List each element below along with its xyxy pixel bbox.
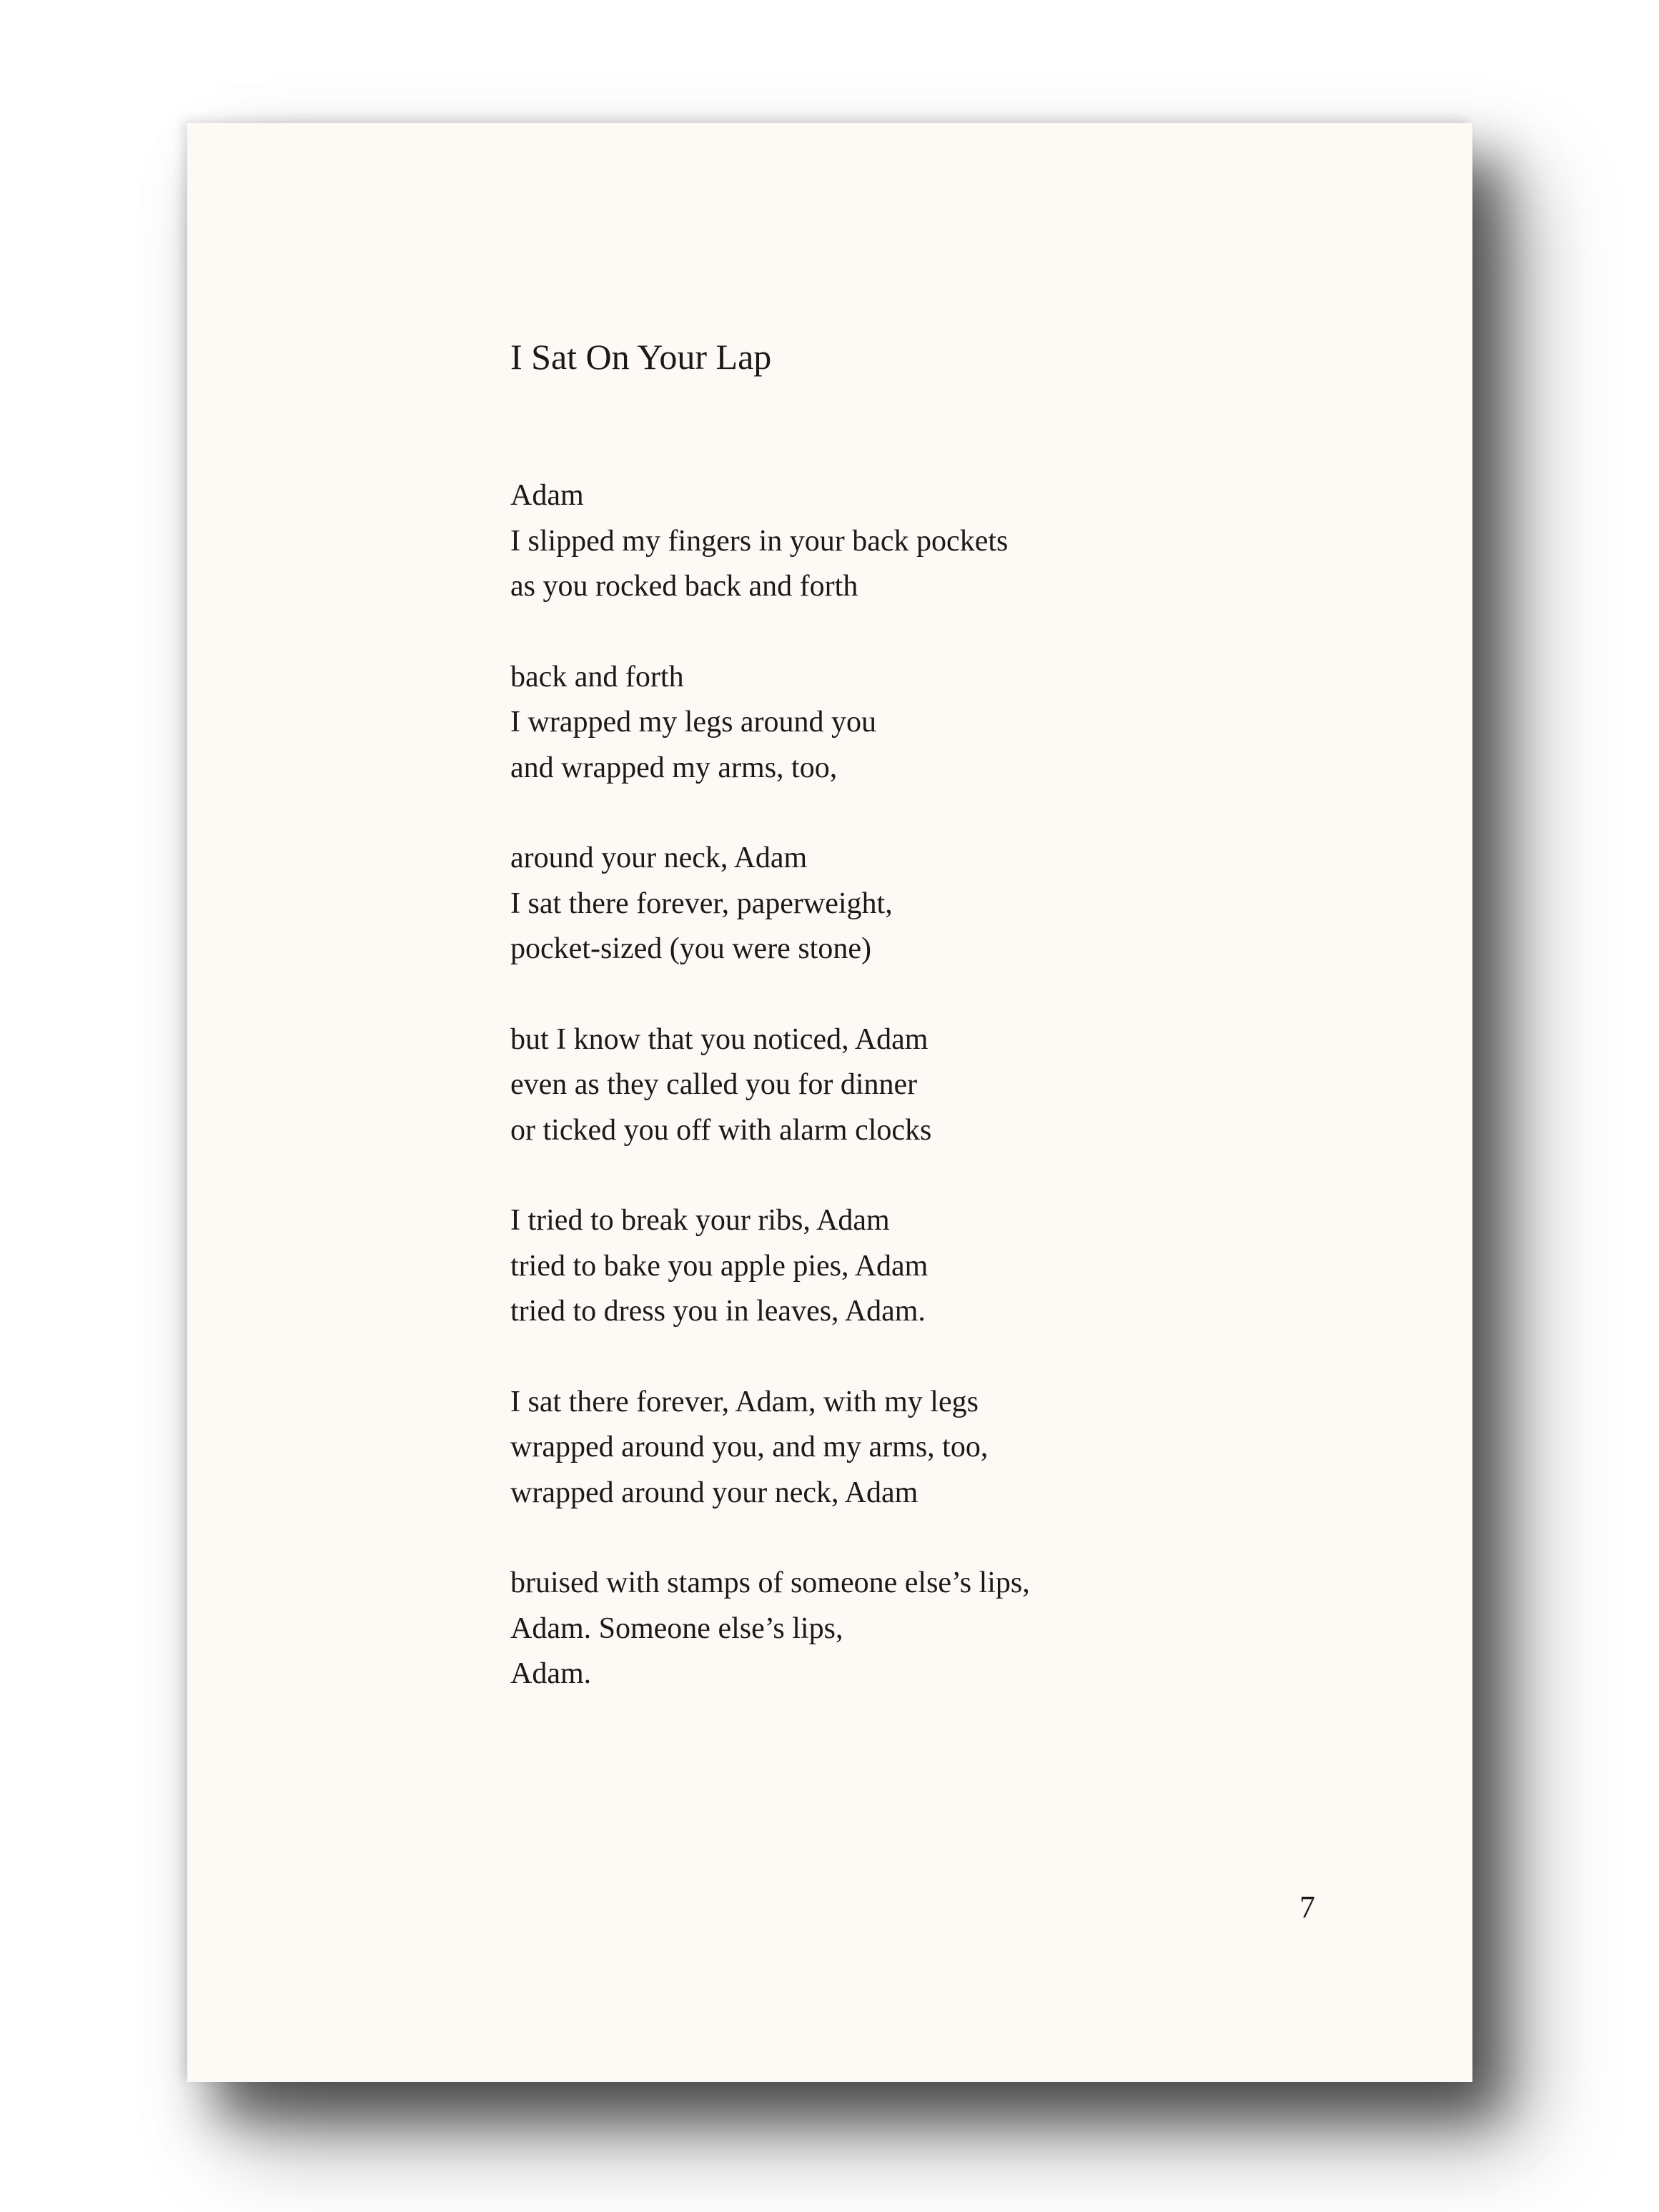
poem-line: tried to bake you apple pies, Adam xyxy=(510,1249,928,1283)
stanza xyxy=(510,655,1030,791)
poem-line: I slipped my fingers in your back pockets xyxy=(510,524,1009,558)
poem-line: bruised with stamps of someone else’s lips, xyxy=(510,1566,1030,1599)
stanza xyxy=(510,1017,1030,1154)
poem-line: I tried to break your ribs, Adam xyxy=(510,1204,890,1237)
stanza xyxy=(510,1380,1030,1516)
book-page xyxy=(187,123,1472,2082)
poem-line: but I know that you noticed, Adam xyxy=(510,1022,928,1056)
poem-line: I wrapped my legs around you xyxy=(510,706,877,739)
page-number: 7 xyxy=(1299,1890,1315,1925)
poem-line: Adam. xyxy=(510,1657,592,1690)
poem-line: Adam xyxy=(510,479,584,512)
poem-line: wrapped around you, and my arms, too, xyxy=(510,1431,989,1463)
stanza xyxy=(510,836,1030,972)
poem-line: tried to dress you in leaves, Adam. xyxy=(510,1295,926,1328)
stanza xyxy=(510,1561,1030,1697)
poem-line: and wrapped my arms, too, xyxy=(510,751,838,784)
poem-line: pocket-sized (you were stone) xyxy=(510,932,871,965)
poem-line: I sat there forever, Adam, with my legs xyxy=(510,1385,979,1418)
poem-line: as you rocked back and forth xyxy=(510,570,858,603)
poem-line: around your neck, Adam xyxy=(510,841,808,874)
poem-line: Adam. Someone else’s lips, xyxy=(510,1611,843,1645)
poem-line: wrapped around your neck, Adam xyxy=(510,1476,918,1509)
poem-line: even as they called you for dinner xyxy=(510,1068,918,1101)
poem-title: I Sat On Your Lap xyxy=(510,337,772,377)
stanza xyxy=(510,473,1030,610)
poem-line: back and forth xyxy=(510,660,684,693)
stanza xyxy=(510,1198,1030,1335)
poem-line: or ticked you off with alarm clocks xyxy=(510,1113,932,1147)
poem-line: I sat there forever, paperweight, xyxy=(510,887,893,920)
poem-body xyxy=(510,473,1030,1742)
